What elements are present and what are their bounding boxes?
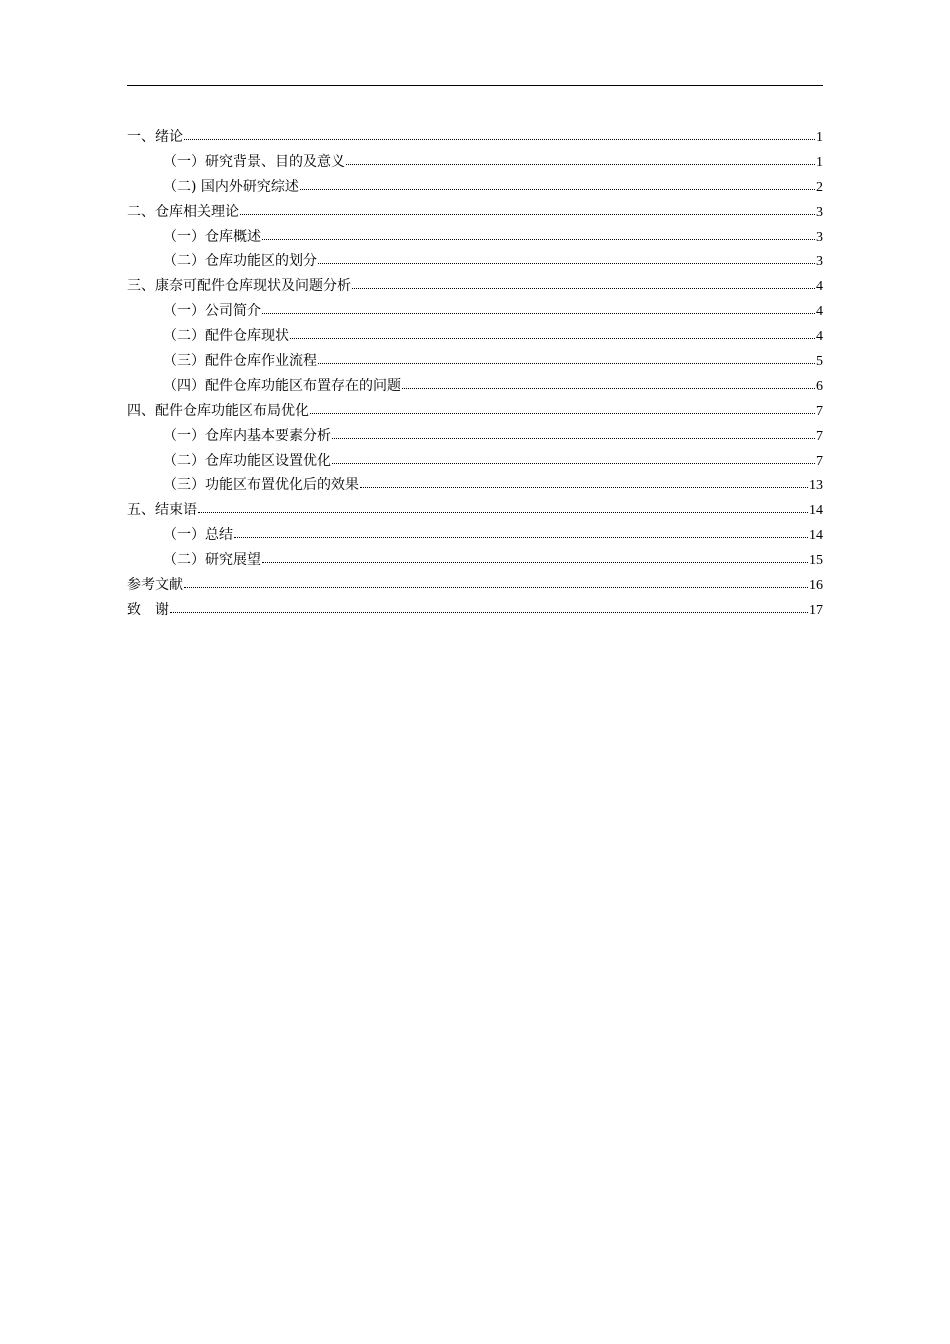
toc-entry[interactable] — [127, 349, 823, 374]
toc-entry[interactable] — [127, 200, 823, 225]
toc-entry-page: 4 — [816, 279, 823, 295]
toc-entry-page: 17 — [809, 602, 823, 618]
toc-entry-page: 16 — [809, 578, 823, 594]
toc-entry[interactable] — [127, 175, 823, 200]
toc-dot-leader — [402, 376, 815, 390]
toc-entry-title: （四）配件仓库功能区布置存在的问题 — [163, 377, 401, 394]
toc-entry-title: 一、绪论 — [127, 129, 183, 145]
toc-entry-title: （一）总结 — [163, 527, 233, 544]
toc-dot-leader — [310, 401, 815, 415]
toc-entry-page: 4 — [816, 304, 823, 320]
toc-entry[interactable] — [127, 498, 823, 523]
toc-entry-title: 五、结束语 — [127, 502, 197, 519]
toc-entry[interactable] — [127, 573, 823, 598]
toc-entry-page: 14 — [809, 528, 823, 544]
toc-dot-leader — [346, 152, 815, 166]
toc-entry[interactable] — [127, 249, 823, 274]
toc-dot-leader — [240, 202, 815, 216]
toc-entry-title: 致 谢 — [127, 601, 169, 618]
toc-entry-page: 4 — [816, 329, 823, 345]
toc-entry-page: 6 — [816, 378, 823, 394]
toc-entry-page: 14 — [809, 503, 823, 519]
toc-entry-page: 3 — [816, 229, 823, 245]
toc-dot-leader — [170, 600, 808, 614]
toc-entry-title: （三）配件仓库作业流程 — [163, 353, 317, 370]
toc-dot-leader — [318, 251, 815, 265]
toc-dot-leader — [262, 550, 808, 564]
toc-entry[interactable] — [127, 274, 823, 299]
toc-dot-leader — [290, 326, 815, 340]
toc-dot-leader — [198, 500, 808, 514]
toc-entry-page: 2 — [816, 179, 823, 195]
header-rule — [127, 85, 823, 86]
table-of-contents — [127, 125, 823, 623]
toc-entry-title: （二）配件仓库现状 — [163, 328, 289, 345]
toc-entry-title: （一）公司简介 — [163, 303, 261, 320]
toc-dot-leader — [300, 177, 815, 191]
toc-entry[interactable] — [127, 449, 823, 474]
toc-entry-page: 1 — [816, 130, 823, 145]
toc-entry-title: （三）功能区布置优化后的效果 — [163, 477, 359, 494]
toc-entry-title: （二) 国内外研究综述 — [163, 178, 299, 195]
toc-entry[interactable] — [127, 150, 823, 175]
toc-entry-title: 二、仓库相关理论 — [127, 203, 239, 220]
toc-dot-leader — [360, 475, 808, 489]
toc-entry-title: 参考文献 — [127, 577, 183, 594]
toc-dot-leader — [332, 451, 815, 465]
toc-entry[interactable] — [127, 299, 823, 324]
toc-entry[interactable] — [127, 424, 823, 449]
toc-entry-title: （二）研究展望 — [163, 552, 261, 569]
toc-entry[interactable] — [127, 598, 823, 623]
toc-dot-leader — [332, 426, 815, 440]
toc-entry[interactable] — [127, 125, 823, 150]
toc-entry-title: （一）研究背景、目的及意义 — [163, 153, 345, 170]
toc-entry-page: 3 — [816, 254, 823, 270]
toc-dot-leader — [184, 575, 808, 589]
toc-entry[interactable] — [127, 324, 823, 349]
toc-entry-title: （一）仓库内基本要素分析 — [163, 427, 331, 444]
toc-entry-title: （二）仓库功能区设置优化 — [163, 452, 331, 469]
toc-dot-leader — [234, 525, 808, 539]
toc-entry[interactable] — [127, 399, 823, 424]
toc-entry-page: 7 — [816, 453, 823, 469]
toc-dot-leader — [262, 301, 815, 315]
toc-dot-leader — [184, 127, 815, 141]
toc-dot-leader — [318, 351, 815, 365]
toc-entry-title: （二）仓库功能区的划分 — [163, 253, 317, 270]
toc-entry-title: 四、配件仓库功能区布局优化 — [127, 402, 309, 419]
toc-dot-leader — [352, 276, 815, 290]
toc-entry-title: （一）仓库概述 — [163, 228, 261, 245]
toc-entry-page: 3 — [816, 204, 823, 220]
toc-entry[interactable] — [127, 548, 823, 573]
toc-entry-page: 7 — [816, 403, 823, 419]
toc-entry[interactable] — [127, 225, 823, 250]
toc-entry-page: 5 — [816, 354, 823, 370]
toc-dot-leader — [262, 227, 815, 241]
toc-entry-page: 15 — [809, 553, 823, 569]
toc-entry-page: 7 — [816, 428, 823, 444]
toc-entry-page: 1 — [816, 154, 823, 170]
toc-entry-page: 13 — [809, 478, 823, 494]
toc-entry[interactable] — [127, 523, 823, 548]
toc-entry-title: 三、康奈可配件仓库现状及问题分析 — [127, 278, 351, 295]
toc-entry[interactable] — [127, 473, 823, 498]
toc-entry[interactable] — [127, 374, 823, 399]
